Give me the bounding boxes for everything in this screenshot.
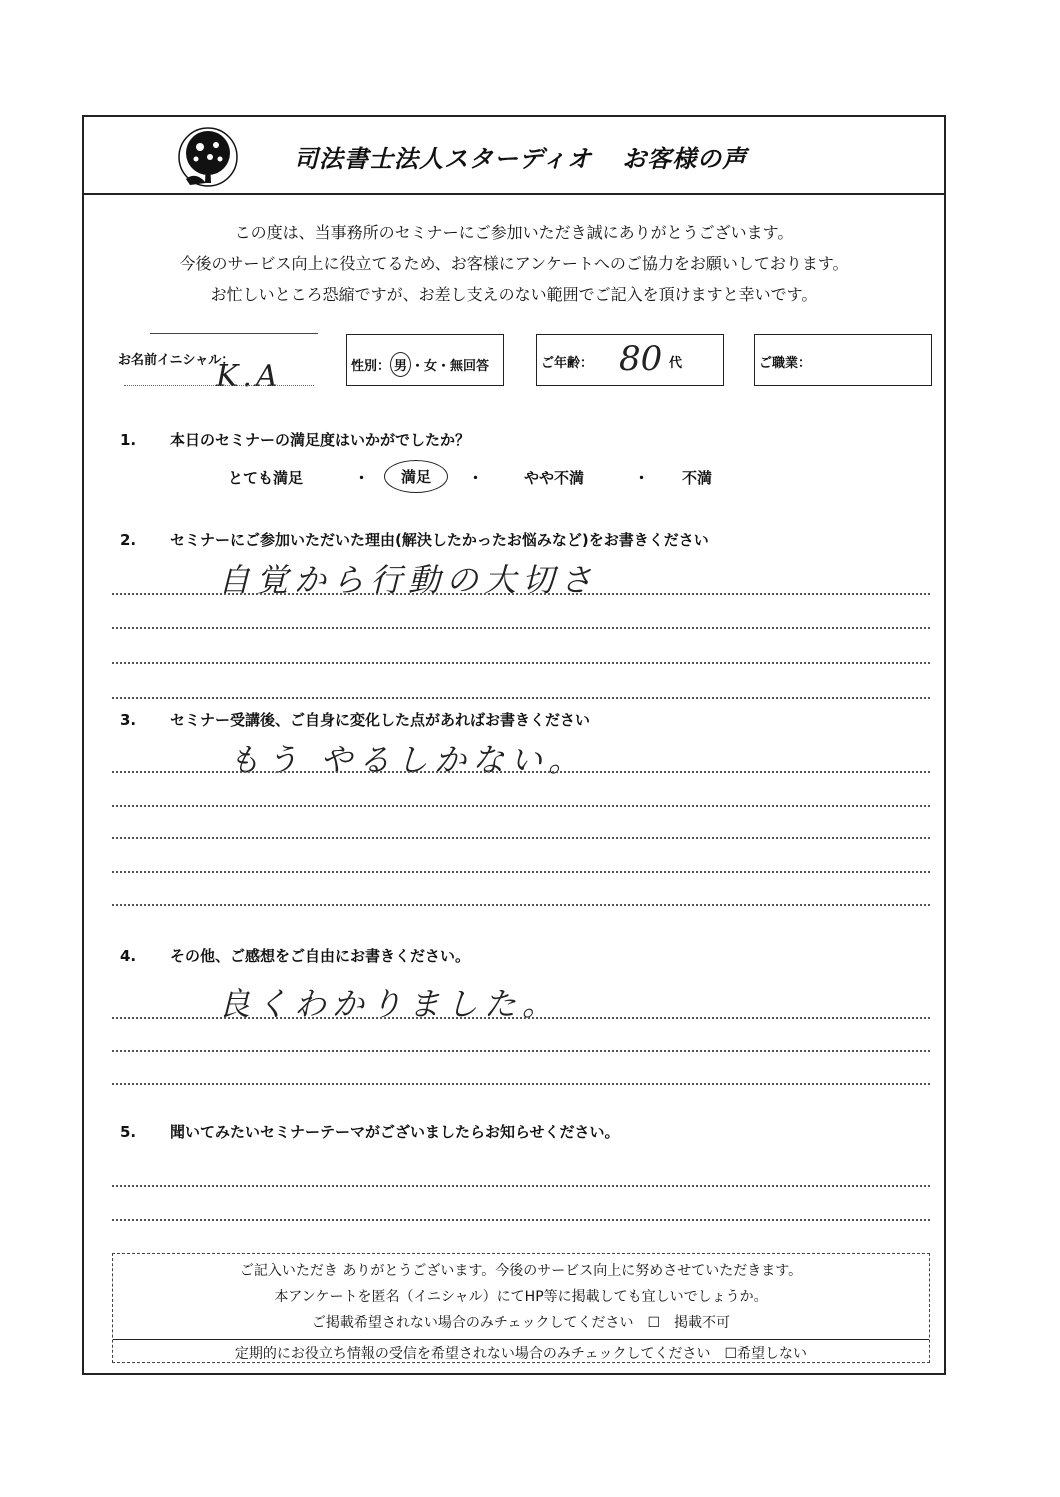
- answer-line: [112, 627, 930, 629]
- initial-underline: [124, 385, 314, 386]
- tree-logo-icon: [176, 127, 240, 189]
- gender-option-male[interactable]: 男: [390, 352, 411, 377]
- job-label: ご職業：: [759, 356, 812, 371]
- question-1: [120, 429, 470, 450]
- question-number: 3.: [120, 711, 137, 729]
- initial-top-rule: [150, 333, 318, 334]
- job-field[interactable]: [754, 334, 932, 386]
- age-field[interactable]: [536, 334, 724, 386]
- answer-line: [112, 871, 930, 873]
- age-value[interactable]: 80: [619, 339, 663, 379]
- gender-option-others[interactable]: ・女・無回答: [411, 359, 490, 374]
- answer-line: [112, 771, 930, 773]
- answer-line: [112, 1017, 930, 1019]
- age-unit: 代: [669, 356, 683, 371]
- publish-optout-checkbox[interactable]: ご掲載希望されない場合のみチェックしてください ☐ 掲載不可: [311, 1315, 731, 1331]
- question-number: 2.: [120, 531, 137, 549]
- answer-line: [112, 805, 930, 807]
- option-satisfied[interactable]: 満足: [384, 460, 448, 493]
- question-5: [120, 1121, 620, 1142]
- option-very-satisfied[interactable]: とても満足: [228, 469, 304, 487]
- answer-3[interactable]: もう やるしかない。: [228, 741, 587, 779]
- consent-box: [112, 1253, 930, 1363]
- answer-line: [112, 1185, 930, 1187]
- answer-4[interactable]: 良くわかりました。: [218, 985, 561, 1023]
- option-dissatisfied[interactable]: 不満: [682, 469, 713, 487]
- question-number: 4.: [120, 947, 137, 965]
- question-text: セミナー受講後、ご自身に変化した点があればお書きください: [170, 711, 591, 729]
- form-header: [84, 117, 944, 195]
- initial-field[interactable]: K.A: [216, 359, 282, 394]
- answer-2[interactable]: 自覚から行動の大切さ: [218, 561, 599, 599]
- option-separator: ・: [354, 469, 370, 487]
- option-separator: ・: [468, 469, 484, 487]
- gender-field[interactable]: [346, 334, 504, 386]
- answer-line: [112, 593, 930, 595]
- initial-label: お名前イニシャル：: [118, 353, 235, 368]
- answer-line: [112, 662, 930, 664]
- question-3: [120, 709, 590, 730]
- answer-line: [112, 1050, 930, 1052]
- company-name: 司法書士法人スターディオ: [294, 145, 593, 173]
- form-subtitle: お客様の声: [622, 145, 748, 173]
- gender-label: 性別：: [351, 359, 391, 374]
- answer-line: [112, 837, 930, 839]
- age-label: ご年齢：: [541, 356, 594, 371]
- question-4: [120, 945, 470, 966]
- answer-line: [112, 904, 930, 906]
- option-separator: ・: [634, 469, 650, 487]
- question-text: その他、ご感想をご自由にお書きください。: [170, 947, 471, 965]
- newsletter-optout-checkbox[interactable]: 定期的にお役立ち情報の受信を希望されない場合のみチェックしてください ☐希望しない: [113, 1339, 929, 1363]
- intro-text: [84, 217, 944, 310]
- question-text: 聞いてみたいセミナーテーマがございましたらお知らせください。: [170, 1123, 620, 1141]
- answer-line: [112, 1083, 930, 1085]
- option-somewhat-dissatisfied[interactable]: やや不満: [524, 469, 585, 487]
- question-2: [120, 529, 709, 550]
- intro-line: 今後のサービス向上に役立てるため、お客様にアンケートへのご協力をお願いしております。: [179, 254, 849, 273]
- answer-line: [112, 1219, 930, 1221]
- intro-line: この度は、当事務所のセミナーにご参加いただき誠にありがとうございます。: [234, 223, 794, 242]
- question-text: セミナーにご参加いただいた理由(解決したかったお悩みなど)をお書きください: [170, 531, 709, 549]
- survey-form: [82, 115, 946, 1375]
- publish-question: 本アンケートを匿名（イニシャル）にてHP等に掲載しても宜しいでしょうか。: [274, 1289, 768, 1305]
- question-number: 5.: [120, 1123, 137, 1141]
- intro-line: お忙しいところ恐縮ですが、お差し支えのない範囲でご記入を頂けますと幸いです。: [210, 285, 818, 304]
- form-title: [294, 139, 747, 174]
- thanks-text: ご記入いただき ありがとうございます。今後のサービス向上に努めさせていただきます。: [239, 1263, 803, 1279]
- question-number: 1.: [120, 431, 137, 449]
- question-text: 本日のセミナーの満足度はいかがでしたか？: [170, 431, 471, 449]
- answer-line: [112, 697, 930, 699]
